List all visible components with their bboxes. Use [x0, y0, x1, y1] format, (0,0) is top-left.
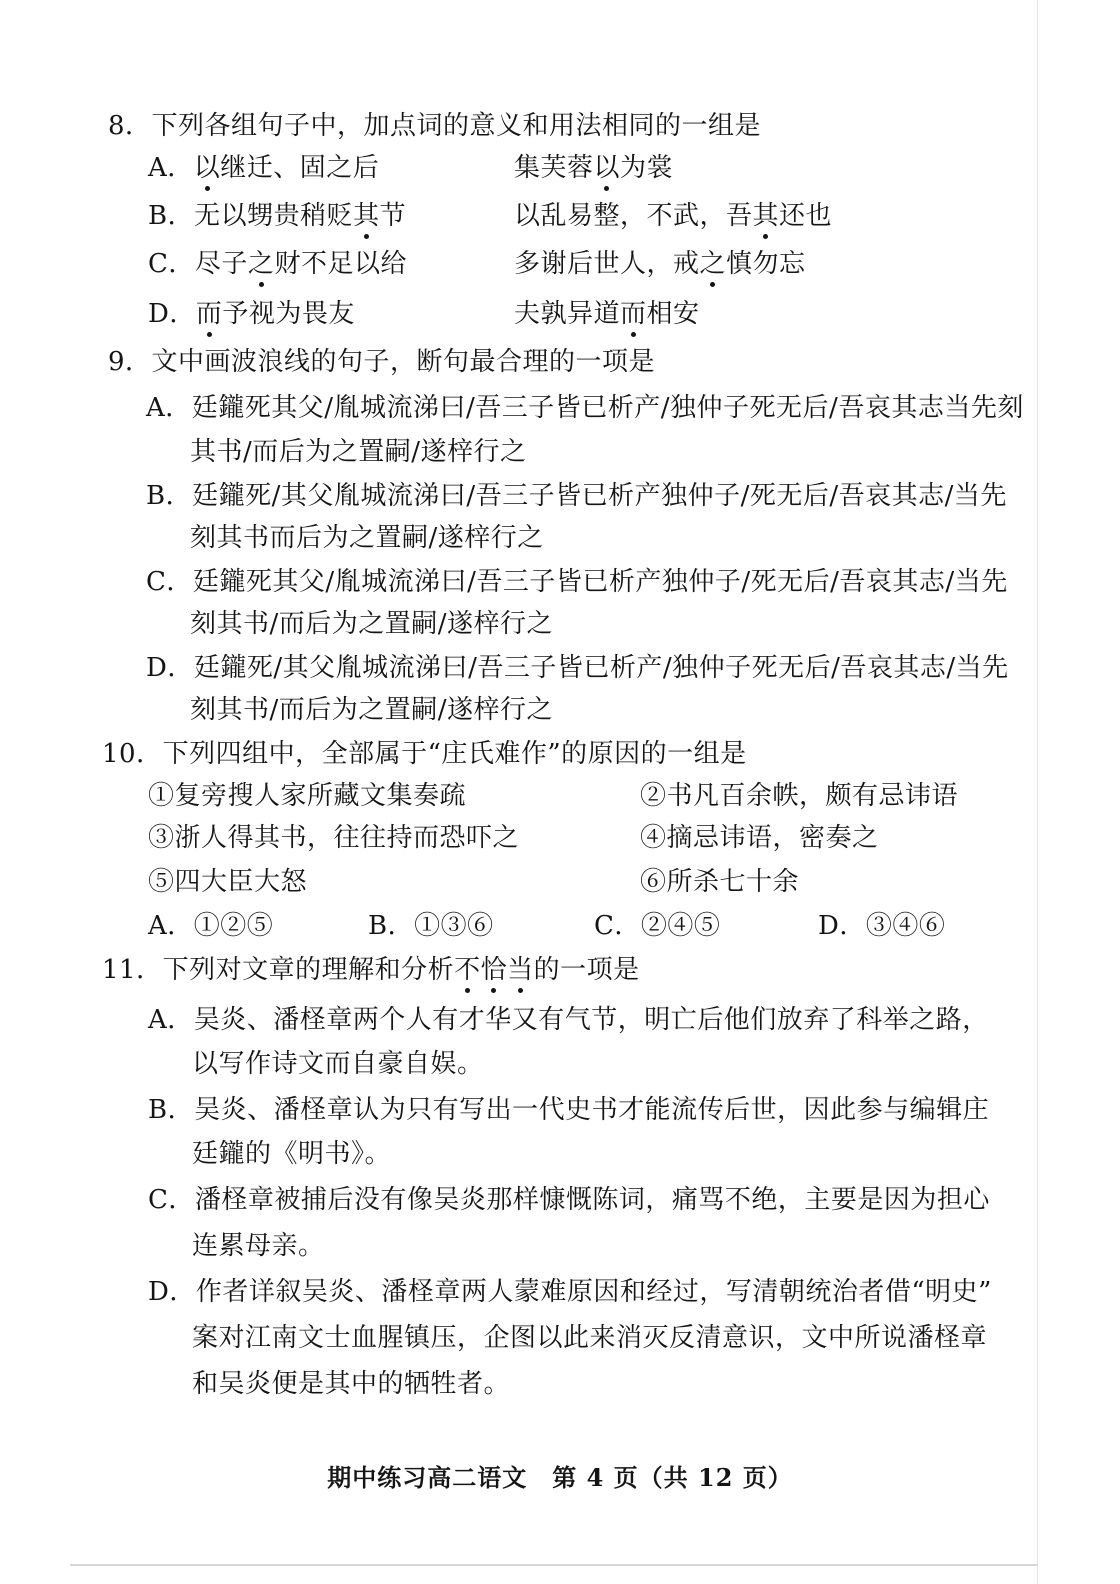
- q9-stem: 9．文中画波浪线的句子，断句最合理的一项是: [108, 347, 656, 377]
- dotted-char: 其: [753, 196, 780, 236]
- option-label: D．: [148, 299, 196, 329]
- q11-option-c-line1: C．潘柽章被捕后没有像吴炎那样慷慨陈词，痛骂不绝，主要是因为担心: [148, 1185, 990, 1215]
- q11-option-a-line1: A．吴炎、潘柽章两个人有才华又有气节，明亡后他们放弃了科举之路，: [148, 1005, 989, 1035]
- dotted-char: 而: [620, 294, 647, 334]
- dotted-char: 当: [507, 950, 534, 990]
- q11-stem: 11．下列对文章的理解和分析不恰当的一项是: [102, 950, 640, 990]
- bottom-rule: [70, 1564, 1038, 1566]
- q11-option-d-line1: D．作者详叙吴炎、潘柽章两人蒙难原因和经过，写清朝统治者借“明史”: [148, 1277, 992, 1307]
- q8-stem: 8．下列各组句子中，加点词的意义和用法相同的一组是: [108, 111, 762, 141]
- q8-option-a-left: A．以继迁、固之后: [148, 148, 379, 188]
- q9-option-a-line2: 其书/而后为之置嗣/遂梓行之: [190, 437, 527, 467]
- option-label: C．: [148, 249, 195, 279]
- dotted-char: 之: [248, 244, 275, 284]
- q9-option-d-line2: 刻其书/而后为之置嗣/遂梓行之: [190, 695, 554, 725]
- dotted-char: 其: [353, 196, 380, 236]
- q8-option-d-right: 夫孰异道而相安: [514, 294, 700, 334]
- q10-option-d: D．③④⑥: [818, 911, 946, 941]
- q10-option-c: C．②④⑤: [594, 911, 721, 941]
- q11-option-b-line2: 廷鑨的《明书》。: [192, 1139, 392, 1169]
- dotted-char: 而: [196, 294, 223, 334]
- dotted-char: 之: [700, 244, 727, 284]
- q11-option-d-line3: 和吴炎便是其中的牺牲者。: [192, 1369, 511, 1399]
- option-label: B．: [148, 201, 195, 231]
- q9-option-c-line2: 刻其书/而后为之置嗣/遂梓行之: [190, 609, 554, 639]
- dotted-char: 不: [454, 950, 481, 990]
- q10-item-6: ⑥所杀七十余: [640, 867, 800, 897]
- page-edge: [1037, 0, 1038, 1584]
- q9-option-a-line1: A．廷鑨死其父/胤城流涕曰/吾三子皆已析产/独仲子死无后/吾哀其志当先刻: [146, 393, 1024, 423]
- q8-option-c-right: 多谢后世人，戒之慎勿忘: [514, 244, 806, 284]
- q10-item-5: ⑤四大臣大怒: [148, 867, 308, 897]
- q8-option-b-left: B．无以甥贵稍贬其节: [148, 196, 406, 236]
- q10-option-a: A．①②⑤: [148, 911, 274, 941]
- q8-option-d-left: D．而予视为畏友: [148, 294, 355, 334]
- q9-option-c-line1: C．廷鑨死其父/胤城流涕曰/吾三子皆已析产独仲子/死无后/吾哀其志/当先: [146, 567, 1008, 597]
- dotted-char: 以: [594, 148, 621, 188]
- dotted-char: 以: [194, 148, 221, 188]
- page-footer: 期中练习高二语文 第 4 页（共 12 页）: [327, 1463, 793, 1492]
- q10-item-1: ①复旁搜人家所藏文集奏疏: [148, 781, 467, 811]
- q8-option-a-right: 集芙蓉以为裳: [514, 148, 673, 188]
- q11-option-d-line2: 案对江南文士血腥镇压，企图以此来消灭反清意识，文中所说潘柽章: [192, 1323, 988, 1353]
- q10-item-3: ③浙人得其书，往往持而恐吓之: [148, 823, 520, 853]
- q11-option-c-line2: 连累母亲。: [192, 1231, 325, 1261]
- dotted-char: 恰: [481, 950, 508, 990]
- q10-item-4: ④摘忌讳语，密奏之: [640, 823, 879, 853]
- q10-stem: 10．下列四组中，全部属于“庄氏难作”的原因的一组是: [102, 739, 747, 769]
- q8-option-c-left: C．尽子之财不足以给: [148, 244, 407, 284]
- q11-option-b-line1: B．吴炎、潘柽章认为只有写出一代史书才能流传后世，因此参与编辑庄: [148, 1095, 990, 1125]
- q9-option-b-line1: B．廷鑨死/其父胤城流涕曰/吾三子皆已析产独仲子/死无后/吾哀其志/当先: [146, 481, 1007, 511]
- q10-option-b: B．①③⑥: [368, 911, 494, 941]
- q9-option-d-line1: D．廷鑨死/其父胤城流涕曰/吾三子皆已析产/独仲子死无后/吾哀其志/当先: [146, 653, 1009, 683]
- q11-option-a-line2: 以写作诗文而自豪自娱。: [192, 1049, 484, 1079]
- option-label: A．: [148, 153, 194, 183]
- q9-option-b-line2: 刻其书而后为之置嗣/遂梓行之: [190, 523, 544, 553]
- q8-option-b-right: 以乱易整，不武，吾其还也: [514, 196, 832, 236]
- q10-item-2: ②书凡百余帙，颇有忌讳语: [640, 781, 959, 811]
